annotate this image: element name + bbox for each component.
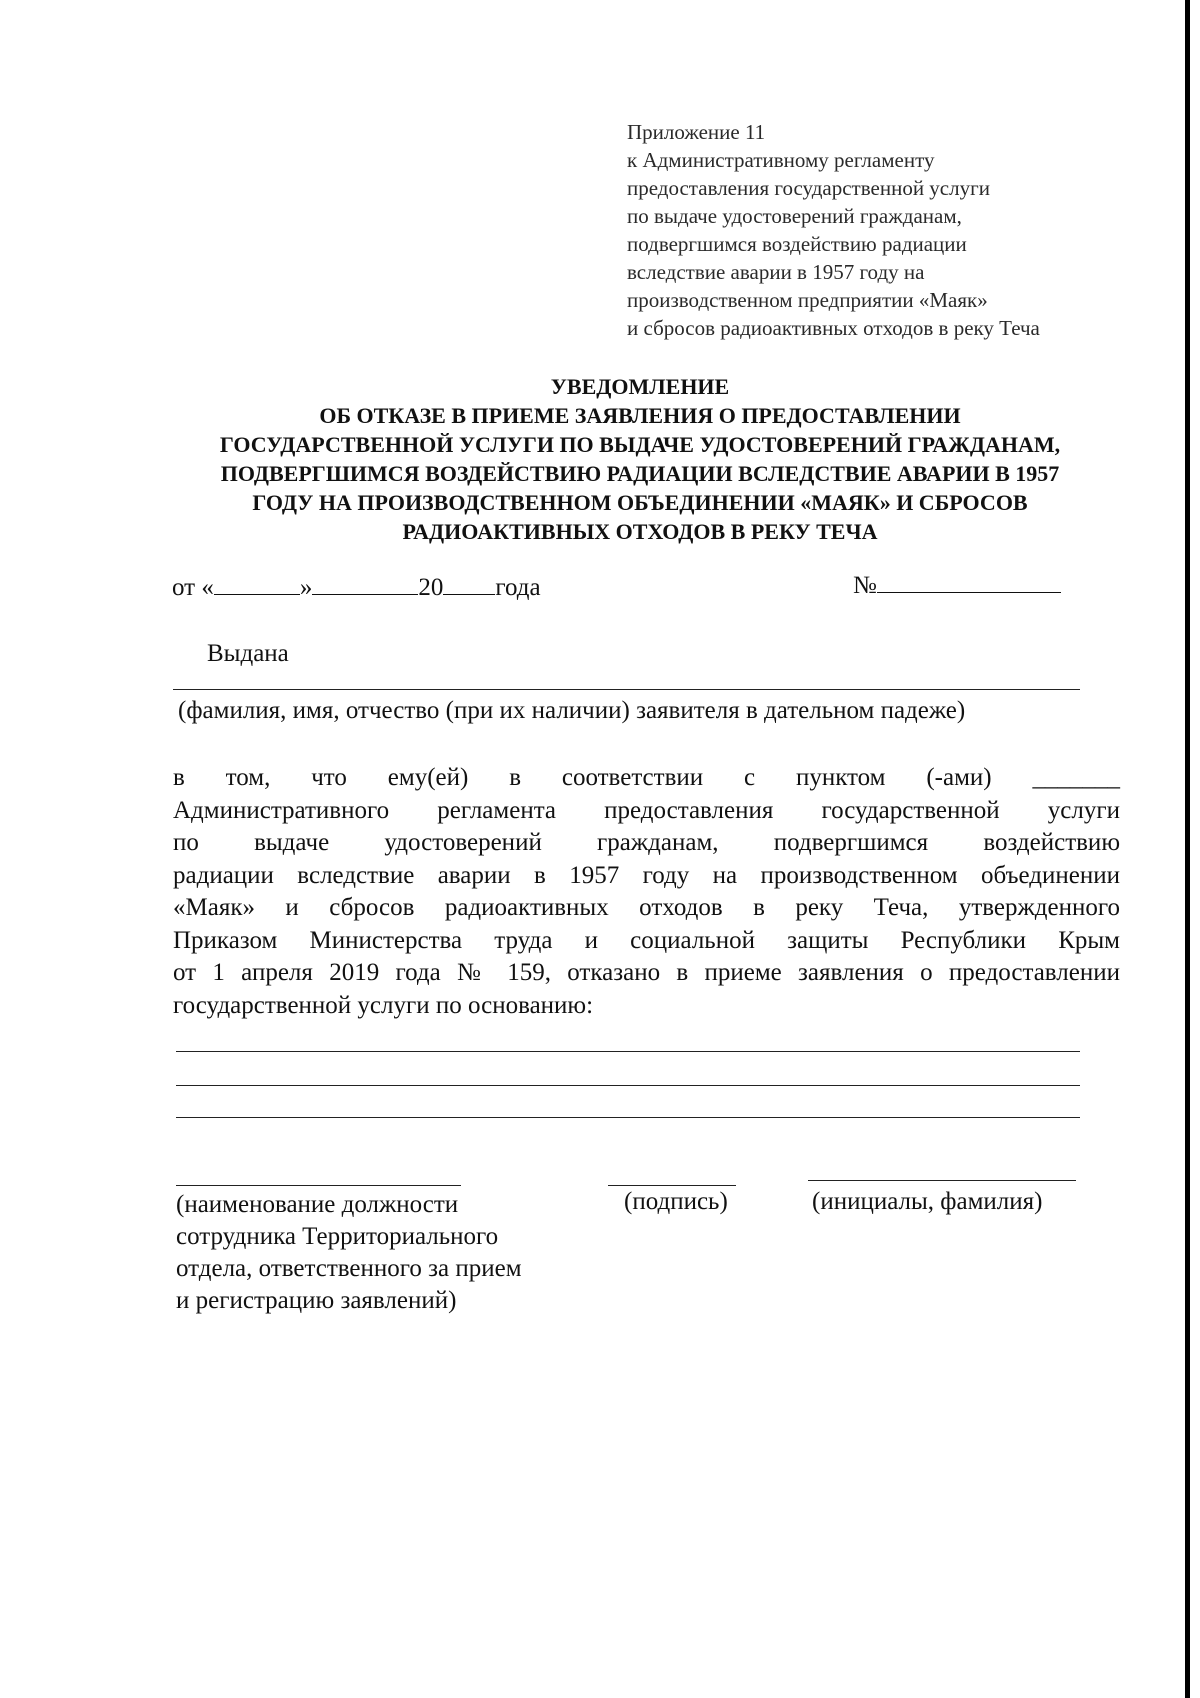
- body-line: по выдаче удостоверений гражданам, подвергшимся воздействию: [173, 829, 1120, 856]
- month-blank: [312, 570, 418, 595]
- reason-line-2: [176, 1085, 1080, 1086]
- date-prefix: от «: [172, 574, 214, 601]
- sign-caption: (подпись): [624, 1188, 728, 1215]
- body-line: от 1 апреля 2019 года № 159, отказано в приеме заявления о предоставлении: [173, 959, 1120, 986]
- annex-line: производственном предприятии «Маяк»: [627, 288, 988, 312]
- date-line: [172, 570, 541, 602]
- date-suffix: года: [495, 574, 541, 601]
- body-line: радиации вследствие аварии в 1957 году на производственном объединении: [173, 861, 1120, 889]
- recipient-caption: (фамилия, имя, отчество (при их наличии) заявителя в дательном падеже): [178, 697, 966, 724]
- body-line: «Маяк» и сбросов радиоактивных отходов в реку Теча, утвержденного: [173, 894, 1120, 921]
- number-label: №: [853, 572, 877, 599]
- annex-line: к Административному регламенту: [627, 148, 935, 172]
- reason-line-1: [176, 1051, 1080, 1052]
- body-line: Приказом Министерства труда и социальной защиты Республики Крым: [173, 926, 1120, 954]
- name-signature-line: [808, 1180, 1076, 1181]
- annex-line: Приложение 11: [627, 120, 766, 144]
- annex-line: по выдаче удостоверений гражданам,: [627, 204, 962, 228]
- title-line: ГОДУ НА ПРОИЗВОДСТВЕННОМ ОБЪЕДИНЕНИИ «МАЯК» И СБРОСОВ: [252, 490, 1028, 515]
- recipient-line: [173, 689, 1080, 690]
- annex-line: предоставления государственной услуги: [627, 176, 990, 200]
- name-caption: (инициалы, фамилия): [812, 1188, 1043, 1215]
- position-caption: [176, 1189, 522, 1317]
- position-caption-line: отдела, ответственного за прием: [176, 1255, 522, 1282]
- body-line: в том, что ему(ей) в соответствии с пунктом (-ами) _______: [173, 764, 1120, 791]
- position-signature-line: [176, 1185, 461, 1186]
- annex-line: подвергшимся воздействию радиации: [627, 232, 967, 256]
- date-century: 20: [418, 574, 444, 601]
- annex-block: [627, 118, 1147, 342]
- document-title: [140, 372, 1140, 546]
- reason-line-3: [176, 1117, 1080, 1118]
- notice-body: [173, 762, 1120, 1022]
- position-caption-line: сотрудника Территориального: [176, 1223, 499, 1250]
- number-blank: [877, 568, 1061, 593]
- issued-label: Выдана: [207, 640, 289, 667]
- scan-edge-border: [1185, 0, 1190, 1698]
- annex-line: и сбросов радиоактивных отходов в реку Теча: [627, 316, 1040, 340]
- day-blank: [214, 570, 300, 595]
- position-caption-line: (наименование должности: [176, 1191, 459, 1218]
- annex-line: вследствие аварии в 1957 году на: [627, 260, 925, 284]
- number-line: [853, 568, 1061, 600]
- title-line: ОБ ОТКАЗЕ В ПРИЕМЕ ЗАЯВЛЕНИЯ О ПРЕДОСТАВЛЕНИИ: [319, 403, 961, 428]
- title-line: УВЕДОМЛЕНИЕ: [550, 374, 730, 399]
- title-line: ГОСУДАРСТВЕННОЙ УСЛУГИ ПО ВЫДАЧЕ УДОСТОВЕРЕНИЙ ГРАЖДАНАМ,: [219, 432, 1061, 457]
- date-close-quote: »: [299, 574, 313, 601]
- title-line: РАДИОАКТИВНЫХ ОТХОДОВ В РЕКУ ТЕЧА: [402, 519, 878, 544]
- title-line: ПОДВЕРГШИМСЯ ВОЗДЕЙСТВИЮ РАДИАЦИИ ВСЛЕДСТВИЕ АВАРИИ В 1957: [220, 461, 1060, 486]
- body-line: государственной услуги по основанию:: [173, 991, 594, 1019]
- body-line: Административного регламента предоставления государственной услуги: [173, 796, 1120, 824]
- year-blank: [443, 570, 495, 595]
- position-caption-line: и регистрацию заявлений): [176, 1287, 457, 1314]
